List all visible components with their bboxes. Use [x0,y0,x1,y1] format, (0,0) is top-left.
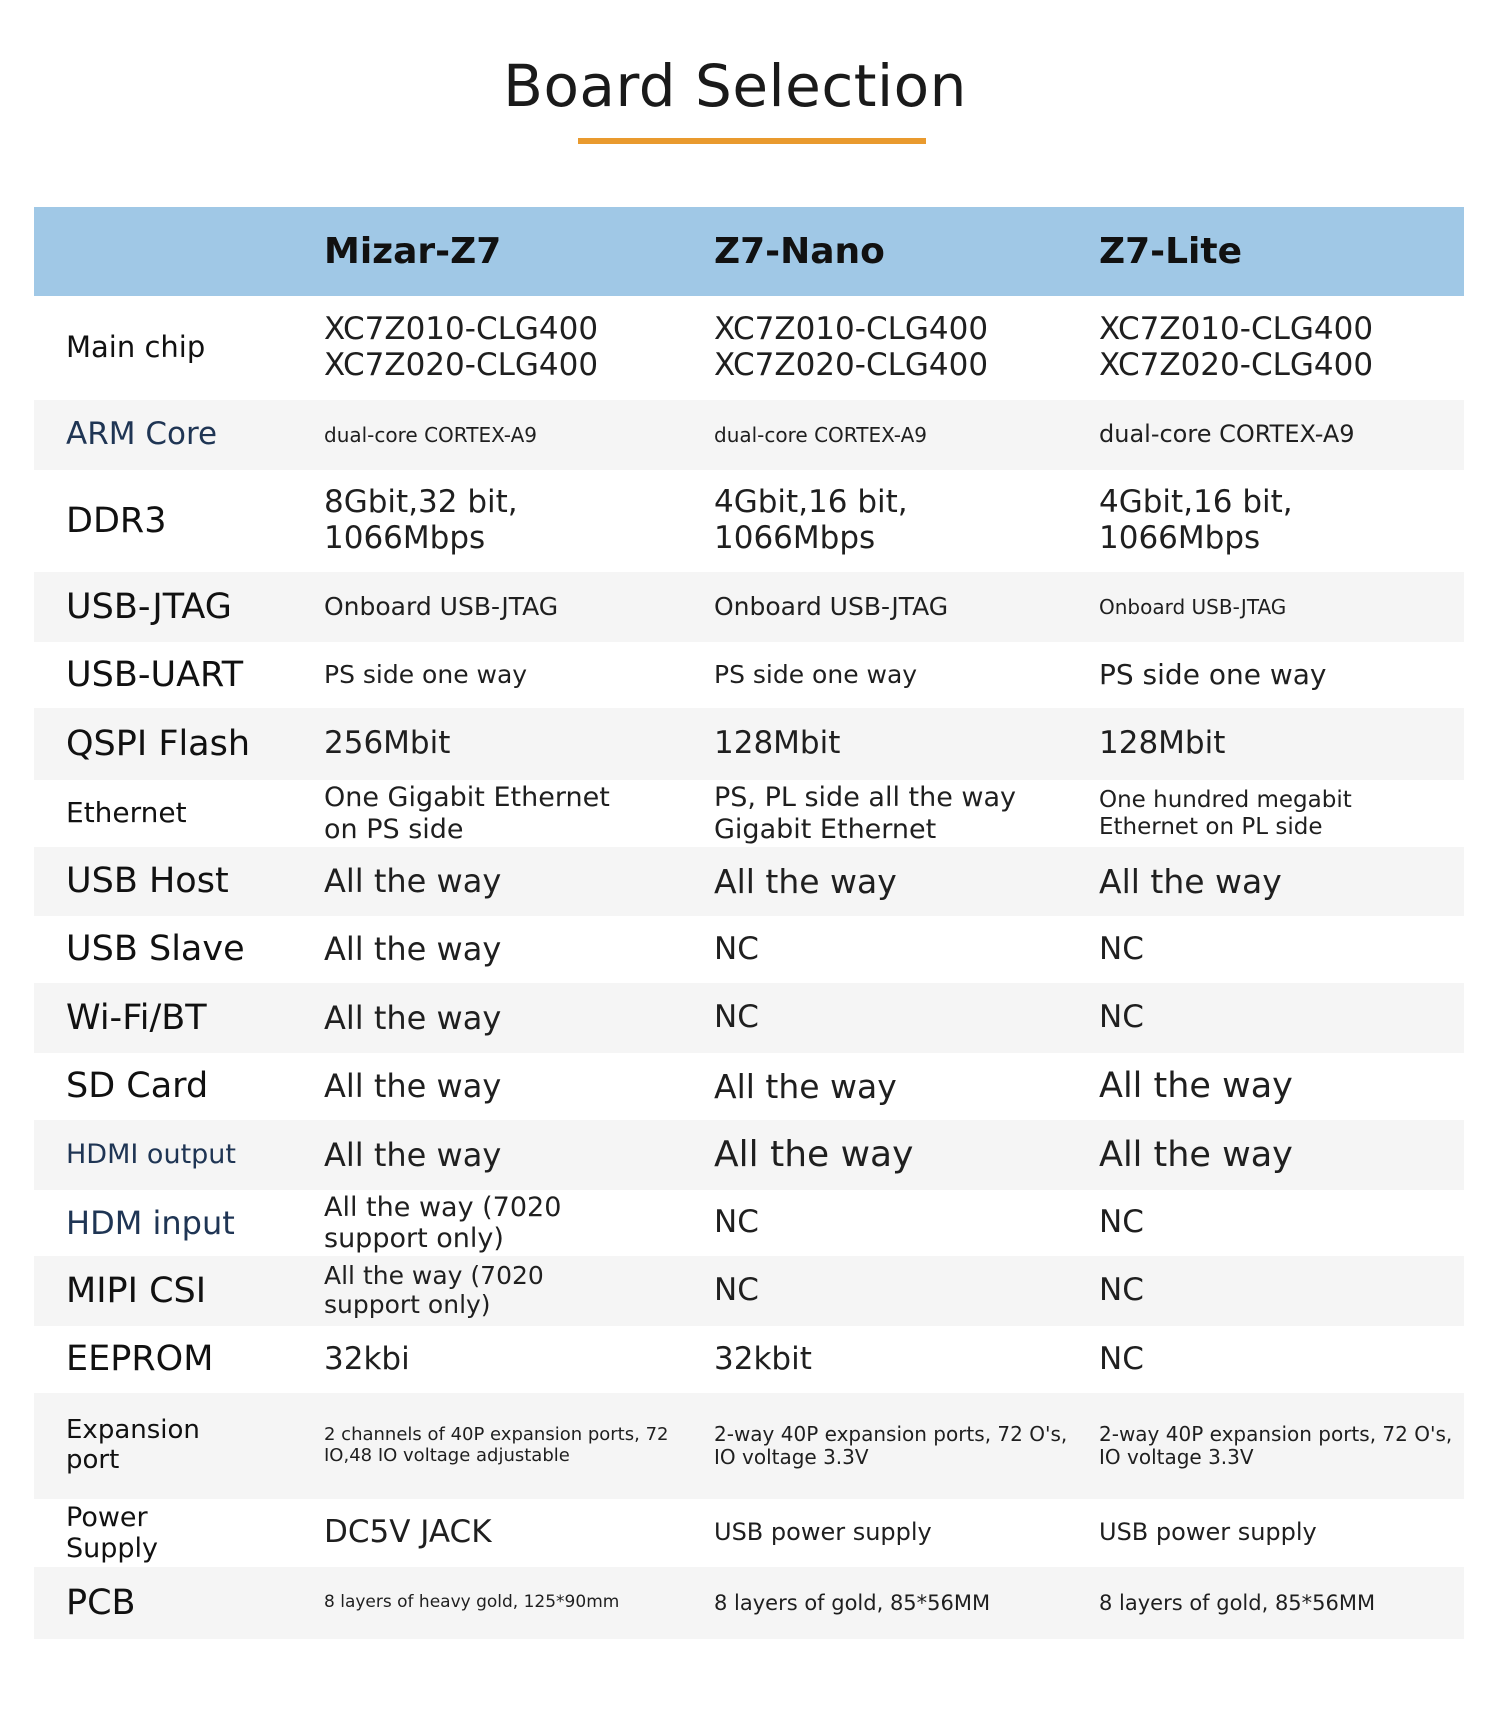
cell-mizar-z7: One Gigabit Ethernet on PS side [324,782,610,845]
table-header-row [34,207,1464,296]
cell-z7-nano: All the way [714,1134,914,1176]
header-z7-nano: Z7-Nano [714,231,885,272]
row-label: ARM Core [66,416,218,453]
cell-z7-nano: XC7Z010-CLG400 XC7Z020-CLG400 [714,311,989,383]
page-title: Board Selection [503,52,967,120]
header-mizar-z7: Mizar-Z7 [324,231,502,272]
row-label: USB-JTAG [66,586,232,627]
cell-z7-lite: 4Gbit,16 bit, 1066Mbps [1099,484,1293,556]
cell-z7-lite: 2-way 40P expansion ports, 72 O's, IO voltage 3.3V [1099,1422,1453,1469]
cell-z7-lite: NC [1099,1272,1144,1309]
cell-mizar-z7: All the way [324,930,502,969]
cell-mizar-z7: 8Gbit,32 bit, 1066Mbps [324,484,518,556]
table-row [34,572,1464,642]
row-label: USB Slave [66,929,245,970]
cell-mizar-z7: All the way [324,862,502,901]
table-row [34,1567,1464,1639]
table-row [34,708,1464,780]
table-row [34,1393,1464,1499]
cell-z7-lite: NC [1099,930,1144,967]
table-row [34,1326,1464,1393]
cell-mizar-z7: Onboard USB-JTAG [324,591,559,621]
board-comparison-table [34,207,1464,1639]
cell-z7-lite: NC [1099,1340,1144,1377]
row-label: USB-UART [66,654,244,695]
row-label: MIPI CSI [66,1270,207,1311]
cell-mizar-z7: 8 layers of heavy gold, 125*90mm [324,1592,620,1613]
cell-mizar-z7: All the way [324,998,502,1037]
cell-z7-nano: Onboard USB-JTAG [714,591,949,621]
cell-mizar-z7: All the way (7020 support only) [324,1191,562,1254]
table-row [34,296,1464,400]
cell-z7-nano: NC [714,1272,759,1309]
cell-mizar-z7: All the way [324,1135,502,1174]
cell-z7-nano: All the way [714,1066,897,1106]
row-label: PCB [66,1582,136,1623]
cell-z7-nano: dual-core CORTEX-A9 [714,422,927,447]
cell-z7-nano: 2-way 40P expansion ports, 72 O's, IO voltage 3.3V [714,1422,1068,1469]
table-row [34,847,1464,916]
cell-z7-nano: NC [714,999,759,1036]
cell-z7-lite: PS side one way [1099,657,1327,691]
cell-z7-lite: All the way [1099,861,1282,901]
cell-z7-lite: dual-core CORTEX-A9 [1099,420,1355,449]
row-label: EEPROM [66,1339,214,1380]
table-row [34,1190,1464,1256]
cell-mizar-z7: All the way (7020 support only) [324,1261,544,1319]
row-label: Wi-Fi/BT [66,997,207,1038]
row-label: SD Card [66,1066,209,1107]
cell-z7-nano: 32kbit [714,1340,812,1377]
row-label: Power Supply [66,1501,159,1564]
cell-z7-lite: NC [1099,1204,1144,1241]
row-label: DDR3 [66,500,167,541]
row-label: USB Host [66,861,229,902]
row-label: Expansion port [66,1415,200,1475]
cell-z7-lite: USB power supply [1099,1518,1317,1547]
table-row [34,780,1464,847]
cell-z7-lite: NC [1099,999,1144,1036]
table-row [34,1499,1464,1567]
cell-z7-lite: XC7Z010-CLG400 XC7Z020-CLG400 [1099,311,1374,383]
cell-z7-nano: PS, PL side all the way Gigabit Ethernet [714,782,1017,845]
cell-z7-nano: PS side one way [714,659,918,689]
title-underline [578,138,926,144]
row-label: Ethernet [66,796,187,830]
header-blank [34,207,304,296]
cell-z7-lite: Onboard USB-JTAG [1099,594,1287,619]
cell-z7-nano: 128Mbit [714,725,841,762]
cell-z7-nano: USB power supply [714,1518,932,1547]
cell-z7-nano: 4Gbit,16 bit, 1066Mbps [714,484,908,556]
cell-mizar-z7: dual-core CORTEX-A9 [324,422,537,447]
cell-z7-lite: 128Mbit [1099,725,1226,762]
table-row [34,1256,1464,1326]
table-row [34,400,1464,470]
row-label: QSPI Flash [66,723,251,764]
cell-z7-lite: All the way [1099,1134,1293,1175]
cell-mizar-z7: XC7Z010-CLG400 XC7Z020-CLG400 [324,311,599,383]
cell-mizar-z7: 32kbi [324,1340,410,1377]
table-row [34,916,1464,983]
cell-mizar-z7: 2 channels of 40P expansion ports, 72 IO,48 IO voltage adjustable [324,1424,669,1466]
row-label: HDM input [66,1203,235,1242]
cell-z7-lite: 8 layers of gold, 85*56MM [1099,1590,1376,1615]
row-label: HDMI output [66,1139,236,1171]
cell-z7-nano: NC [714,1204,759,1241]
row-label: Main chip [66,330,206,365]
cell-z7-lite: One hundred megabit Ethernet on PL side [1099,787,1352,840]
cell-z7-nano: 8 layers of gold, 85*56MM [714,1590,991,1615]
cell-z7-nano: All the way [714,861,897,901]
cell-z7-nano: NC [714,930,759,967]
table-row [34,470,1464,572]
table-row [34,983,1464,1053]
table-row [34,1053,1464,1120]
cell-mizar-z7: All the way [324,1067,502,1106]
cell-mizar-z7: 256Mbit [324,725,451,762]
cell-mizar-z7: PS side one way [324,659,528,689]
cell-z7-lite: All the way [1099,1066,1293,1107]
header-z7-lite: Z7-Lite [1099,231,1242,272]
cell-mizar-z7: DC5V JACK [324,1514,492,1551]
table-row [34,1120,1464,1190]
table-row [34,642,1464,708]
